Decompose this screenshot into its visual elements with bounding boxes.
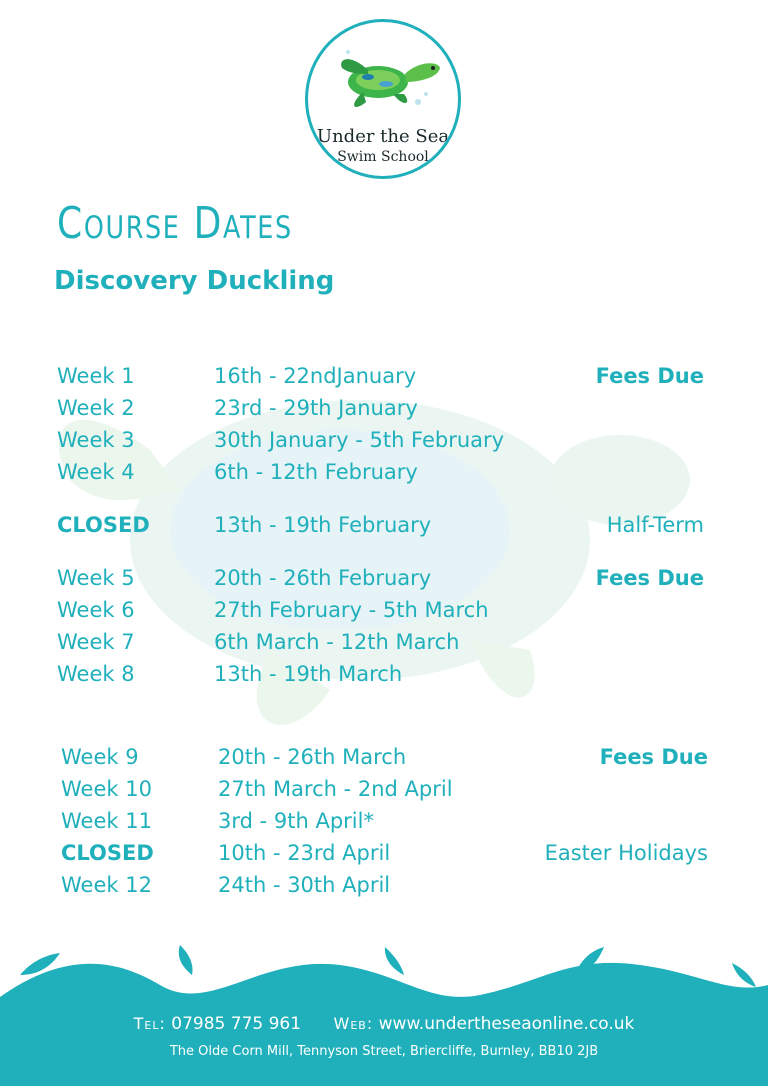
course-name: Discovery Duckling	[54, 266, 335, 296]
date-range: 13th - 19th March	[214, 662, 403, 686]
date-range: 6th March - 12th March	[214, 630, 460, 654]
school-logo	[305, 19, 461, 179]
week-label: Week 12	[61, 873, 152, 897]
address: The Olde Corn Mill, Tennyson Street, Briercliffe, Burnley, BB10 2JB	[169, 1044, 599, 1059]
schedule-row	[57, 630, 704, 662]
date-range: 27th March - 2nd April	[218, 777, 453, 801]
schedule-row	[61, 777, 708, 809]
website-link[interactable]: www.undertheseaonline.co.uk	[378, 1014, 635, 1034]
date-range: 24th - 30th April	[218, 873, 391, 897]
date-range: 3rd - 9th April*	[218, 809, 374, 833]
schedule-row	[57, 662, 704, 694]
fees-due-note: Fees Due	[595, 566, 704, 590]
fees-due-note: Fees Due	[595, 364, 704, 388]
date-range: 27th February - 5th March	[214, 598, 489, 622]
schedule-row	[61, 841, 708, 873]
logo-tagline: Swim School	[337, 149, 429, 165]
date-range: 23rd - 29th January	[214, 396, 418, 420]
schedule-row	[57, 460, 704, 492]
week-label: Week 7	[57, 630, 135, 654]
schedule-row	[57, 396, 704, 428]
logo-name: Under the Sea	[316, 126, 450, 147]
row-note: Easter Holidays	[544, 841, 708, 865]
schedule-row	[57, 364, 704, 396]
schedule-row	[57, 598, 704, 630]
week-label: Week 1	[57, 364, 135, 388]
week-label: Week 9	[61, 745, 139, 769]
date-range: 16th - 22ndJanuary	[214, 364, 417, 388]
contact-line	[0, 1014, 768, 1034]
schedule-row	[61, 809, 708, 841]
tel-label: Tel:	[133, 1014, 166, 1033]
web-label: Web:	[333, 1014, 374, 1033]
closed-label: CLOSED	[61, 841, 154, 865]
week-label: Week 2	[57, 396, 135, 420]
week-label: Week 3	[57, 428, 135, 452]
week-label: Week 11	[61, 809, 152, 833]
date-range: 30th January - 5th February	[214, 428, 505, 452]
phone-number[interactable]: 07985 775 961	[171, 1014, 302, 1034]
week-label: Week 4	[57, 460, 135, 484]
row-note: Half-Term	[606, 513, 704, 537]
fees-due-note: Fees Due	[599, 745, 708, 769]
footer	[0, 935, 768, 1086]
wave-footer-icon	[0, 935, 768, 1086]
date-range: 13th - 19th February	[214, 513, 432, 537]
date-range: 20th - 26th February	[214, 566, 432, 590]
schedule-row	[57, 566, 704, 598]
closed-label: CLOSED	[57, 513, 150, 537]
page-title: Course Dates	[57, 198, 293, 249]
date-range: 6th - 12th February	[214, 460, 418, 484]
week-label: Week 5	[57, 566, 135, 590]
date-range: 10th - 23rd April	[218, 841, 391, 865]
date-range: 20th - 26th March	[218, 745, 407, 769]
schedule-row	[61, 745, 708, 777]
week-label: Week 8	[57, 662, 135, 686]
week-label: Week 6	[57, 598, 135, 622]
schedule-row	[61, 873, 708, 905]
schedule-row	[57, 428, 704, 460]
week-label: Week 10	[61, 777, 152, 801]
schedule-row	[57, 513, 704, 545]
